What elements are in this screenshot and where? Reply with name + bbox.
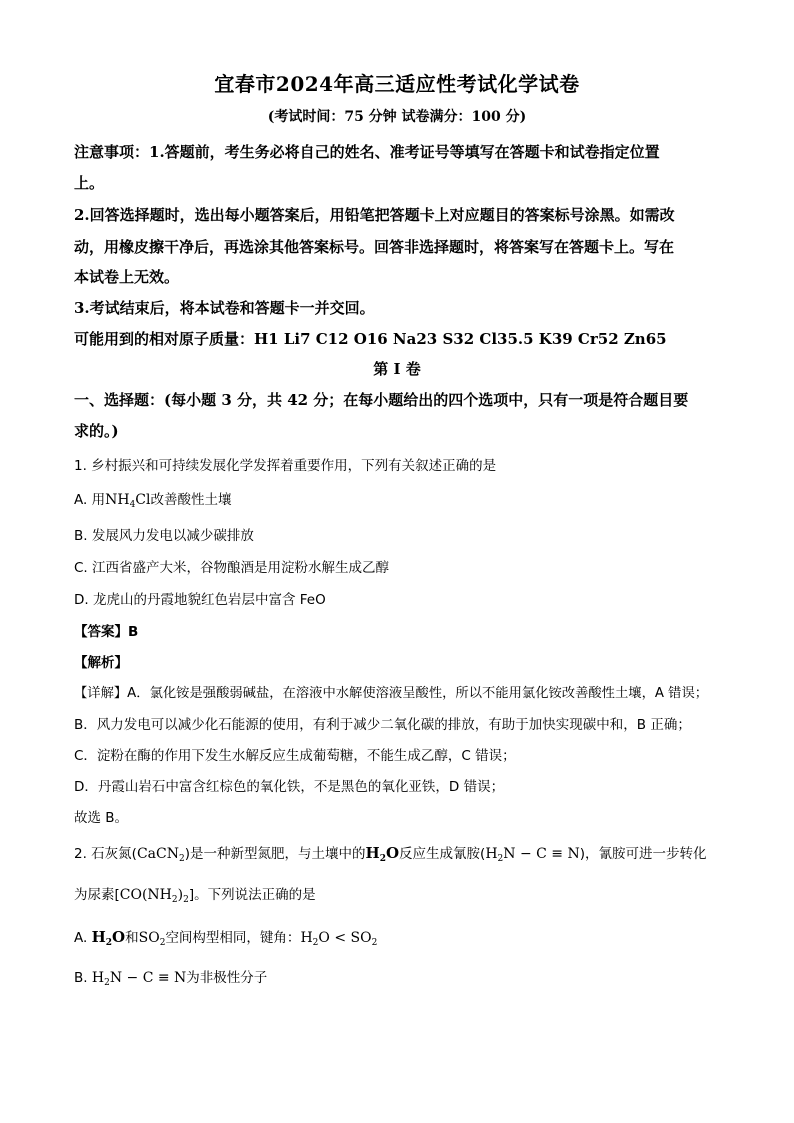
notice-line-2b: 动，用橡皮擦干净后，再选涂其他答案标号。回答非选择题时，将答案写在答题卡上。写在 [74,238,675,256]
q2-stem: 2. 石灰氮(CaCN$_2$)是一种新型氮肥，与土壤中的$H_2O$反应生成氰胺$(H_2N - C \equiv N)$，氰胺可进一步转化 [74,844,707,864]
q1-stem: 1. 乡村振兴和可持续发展化学发挥着重要作用，下列有关叙述正确的是 [74,458,497,474]
notice-line-2: 2.回答选择题时，选出每小题答案后，用铅笔把答题卡上对应题目的答案标号涂黑。如需改 [74,206,675,224]
q1-answer: 【答案】B [74,624,139,640]
q2-option-a: A. $H_2O$和$SO_2$空间构型相同，键角：$H_2O < SO_2$ [74,928,378,948]
q1-detail-4: D．丹霞山岩石中富含红棕色的氧化铁，不是黑色的氧化亚铁，D 错误； [74,779,505,795]
q1-analysis-label: 【解析】 [74,655,128,671]
section-heading: 一、选择题：(每小题 3 分，共 42 分；在每小题给出的四个选项中，只有一项是符合题目要 [74,391,689,409]
q1-formula: $NH_4Cl$ [105,492,151,510]
volume-heading: 第 I 卷 [373,360,421,378]
exam-time-info: (考试时间：75 分钟 试卷满分：100 分) [267,109,527,125]
notice-line-2c: 本试卷上无效。 [74,268,180,286]
q2-stem-cont: 为尿素$[CO(NH_2)_2]$。下列说法正确的是 [74,887,316,905]
q1-conclusion: 故选 B。 [74,810,129,826]
section-heading-cont: 求的。) [74,422,119,440]
q1-detail-1: 【详解】A．氯化铵是强酸弱碱盐，在溶液中水解使溶液呈酸性，所以不能用氯化铵改善酸性土壤，A 错误； [74,686,709,701]
atomic-masses: 可能用到的相对原子质量：H1 Li7 C12 O16 Na23 S32 Cl35.5 K39 Cr52 Zn65 [74,330,667,348]
q1-detail-2: B．风力发电可以减少化石能源的使用，有利于减少二氧化碳的排放，有助于加快实现碳中和，B 正确； [74,717,691,733]
q1-option-d: D. 龙虎山的丹霞地貌红色岩层中富含 FeO [74,592,326,608]
q1-option-b: B. 发展风力发电以减少碳排放 [74,528,254,544]
q1-detail-3: C．淀粉在酶的作用下发生水解反应生成葡萄糖，不能生成乙醇，C 错误； [74,748,516,764]
q2-option-b: B. $H_2N - C \equiv N$为非极性分子 [74,970,268,988]
page-title: 宜春市2024年高三适应性考试化学试卷 [214,72,580,96]
notice-line-3: 3.考试结束后，将本试卷和答题卡一并交回。 [74,299,375,317]
q1-option-c: C. 江西省盛产大米，谷物酿酒是用淀粉水解生成乙醇 [74,560,390,576]
notice-line-1: 注意事项：1.答题前，考生务必将自己的姓名、准考证号等填写在答题卡和试卷指定位置 [74,143,660,161]
notice-line-1b: 上。 [74,174,105,192]
q1-option-a: A. 用$NH_4Cl$改善酸性土壤 [74,492,232,510]
